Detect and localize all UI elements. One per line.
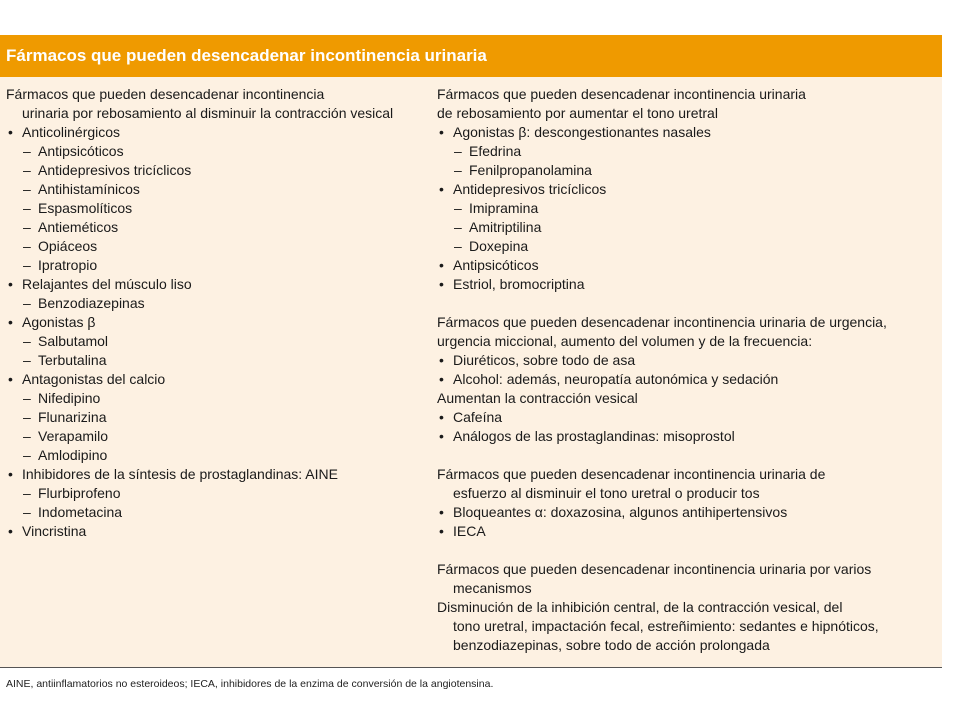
sub-item — [6, 294, 426, 313]
footnote: AINE, antiinflamatorios no esteroideos; IECA, inhibidores de la enzima de conversión de la angiotensina. — [6, 678, 494, 690]
sub-item-label: Ipratropio — [38, 257, 98, 273]
bullet-icon: • — [439, 504, 444, 520]
sub-item — [6, 199, 426, 218]
dash-icon: – — [23, 504, 31, 520]
dash-icon: – — [23, 162, 31, 178]
item-label: Alcohol: además, neuropatía autonómica y sedación — [453, 371, 779, 387]
list-item — [6, 275, 426, 294]
item-label: Cafeína — [453, 409, 503, 425]
list-item — [437, 503, 937, 522]
bullet-icon: • — [8, 371, 13, 387]
sub-item-label: Terbutalina — [38, 352, 107, 368]
sub-item — [6, 142, 426, 161]
sub-item — [6, 427, 426, 446]
sub-item — [6, 446, 426, 465]
left-heading-line: urinaria por rebosamiento al disminuir la contracción vesical — [22, 105, 394, 121]
dash-icon: – — [23, 333, 31, 349]
bullet-icon: • — [439, 523, 444, 539]
group-label: Antagonistas del calcio — [22, 371, 166, 387]
dash-icon: – — [454, 219, 462, 235]
spacer — [437, 446, 937, 465]
list-item — [437, 408, 937, 427]
sub-item — [6, 389, 426, 408]
dash-icon: – — [23, 428, 31, 444]
sub-item-label: Fenilpropanolamina — [469, 162, 592, 178]
group-label: Relajantes del músculo liso — [22, 276, 192, 292]
group-label: Estriol, bromocriptina — [453, 276, 585, 292]
dash-icon: – — [23, 257, 31, 273]
dash-icon: – — [23, 219, 31, 235]
bullet-icon: • — [8, 314, 13, 330]
left-heading-line: Fármacos que pueden desencadenar incontinencia — [6, 86, 325, 102]
list-item — [437, 123, 937, 142]
bullet-icon: • — [439, 181, 444, 197]
dash-icon: – — [23, 181, 31, 197]
sub-item — [437, 237, 937, 256]
sub-item-label: Indometacina — [38, 504, 123, 520]
sub-item-label: Espasmolíticos — [38, 200, 133, 216]
section-heading: Fármacos que pueden desencadenar incontinencia urinaria por varios — [437, 561, 872, 577]
sub-item-label: Flunarizina — [38, 409, 107, 425]
item-label: Bloqueantes α: doxazosina, algunos antihipertensivos — [453, 504, 788, 520]
sub-item — [6, 237, 426, 256]
bullet-icon: • — [8, 124, 13, 140]
item-label: Análogos de las prostaglandinas: misoprostol — [453, 428, 735, 444]
sub-item-label: Nifedipino — [38, 390, 101, 406]
sub-item — [6, 351, 426, 370]
dash-icon: – — [23, 238, 31, 254]
bullet-icon: • — [439, 352, 444, 368]
sub-item-label: Antieméticos — [38, 219, 119, 235]
item-label: Diuréticos, sobre todo de asa — [453, 352, 636, 368]
list-item — [437, 370, 937, 389]
sub-item-label: Salbutamol — [38, 333, 109, 349]
bullet-icon: • — [439, 124, 444, 140]
bullet-icon: • — [439, 371, 444, 387]
sub-item — [437, 218, 937, 237]
sub-item-label: Antidepresivos tricíclicos — [38, 162, 192, 178]
sub-item — [6, 408, 426, 427]
group-label: Agonistas β — [22, 314, 96, 330]
sub-item-label: Benzodiazepinas — [38, 295, 145, 311]
sub-item-label: Amitriptilina — [469, 219, 542, 235]
section-heading: Fármacos que pueden desencadenar incontinencia urinaria — [437, 86, 806, 102]
dash-icon: – — [23, 390, 31, 406]
bullet-icon: • — [439, 409, 444, 425]
section-subheading: Aumentan la contracción vesical — [437, 390, 638, 406]
list-item — [437, 351, 937, 370]
section-heading: Fármacos que pueden desencadenar incontinencia urinaria de — [437, 466, 826, 482]
sub-item-label: Antihistamínicos — [38, 181, 140, 197]
list-item — [437, 275, 937, 294]
list-item — [437, 427, 937, 446]
sub-item — [6, 256, 426, 275]
dash-icon: – — [454, 143, 462, 159]
list-item — [437, 522, 937, 541]
sub-item — [6, 161, 426, 180]
sub-item — [6, 218, 426, 237]
right-column — [437, 85, 937, 655]
list-item — [437, 180, 937, 199]
group-label: Anticolinérgicos — [22, 124, 121, 140]
sub-item-label: Doxepina — [469, 238, 529, 254]
list-item — [6, 465, 426, 484]
dash-icon: – — [23, 295, 31, 311]
spacer — [437, 294, 937, 313]
group-label: Antidepresivos tricíclicos — [453, 181, 607, 197]
sub-item — [437, 161, 937, 180]
sub-item-label: Verapamilo — [38, 428, 109, 444]
group-label: Vincristina — [22, 523, 87, 539]
drug-table — [0, 35, 942, 668]
item-label: IECA — [453, 523, 486, 539]
bullet-icon: • — [439, 428, 444, 444]
list-item — [6, 313, 426, 332]
list-item — [437, 256, 937, 275]
dash-icon: – — [23, 447, 31, 463]
sub-item-label: Amlodipino — [38, 447, 108, 463]
spacer — [437, 541, 937, 560]
section-body: Disminución de la inhibición central, de la contracción vesical, del — [437, 599, 843, 615]
list-item — [6, 522, 426, 541]
group-label: Antipsicóticos — [453, 257, 539, 273]
section-heading: Fármacos que pueden desencadenar incontinencia urinaria de urgencia, — [437, 314, 887, 330]
dash-icon: – — [454, 162, 462, 178]
section-heading: mecanismos — [453, 580, 532, 596]
sub-item — [6, 484, 426, 503]
section-heading: urgencia miccional, aumento del volumen y de la frecuencia: — [437, 333, 813, 349]
dash-icon: – — [23, 485, 31, 501]
bullet-icon: • — [439, 257, 444, 273]
sub-item — [6, 332, 426, 351]
section-body: benzodiazepinas, sobre todo de acción prolongada — [453, 637, 770, 653]
bullet-icon: • — [8, 466, 13, 482]
section-heading: de rebosamiento por aumentar el tono uretral — [437, 105, 718, 121]
sub-item — [6, 503, 426, 522]
sub-item-label: Antipsicóticos — [38, 143, 124, 159]
list-item — [6, 370, 426, 389]
dash-icon: – — [454, 200, 462, 216]
sub-item-label: Imipramina — [469, 200, 539, 216]
sub-item — [437, 199, 937, 218]
sub-item-label: Efedrina — [469, 143, 522, 159]
bullet-icon: • — [8, 276, 13, 292]
sub-item — [437, 142, 937, 161]
bullet-icon: • — [439, 276, 444, 292]
dash-icon: – — [23, 200, 31, 216]
dash-icon: – — [23, 352, 31, 368]
dash-icon: – — [454, 238, 462, 254]
bullet-icon: • — [8, 523, 13, 539]
dash-icon: – — [23, 409, 31, 425]
left-column — [6, 85, 426, 541]
section-body: tono uretral, impactación fecal, estreñimiento: sedantes e hipnóticos, — [453, 618, 879, 634]
group-label: Agonistas β: descongestionantes nasales — [453, 124, 711, 140]
sub-item — [6, 180, 426, 199]
list-item — [6, 123, 426, 142]
group-label: Inhibidores de la síntesis de prostaglandinas: AINE — [22, 466, 338, 482]
sub-item-label: Opiáceos — [38, 238, 98, 254]
table-title: Fármacos que pueden desencadenar incontinencia urinaria — [0, 35, 942, 77]
dash-icon: – — [23, 143, 31, 159]
sub-item-label: Flurbiprofeno — [38, 485, 121, 501]
section-heading: esfuerzo al disminuir el tono uretral o producir tos — [453, 485, 760, 501]
